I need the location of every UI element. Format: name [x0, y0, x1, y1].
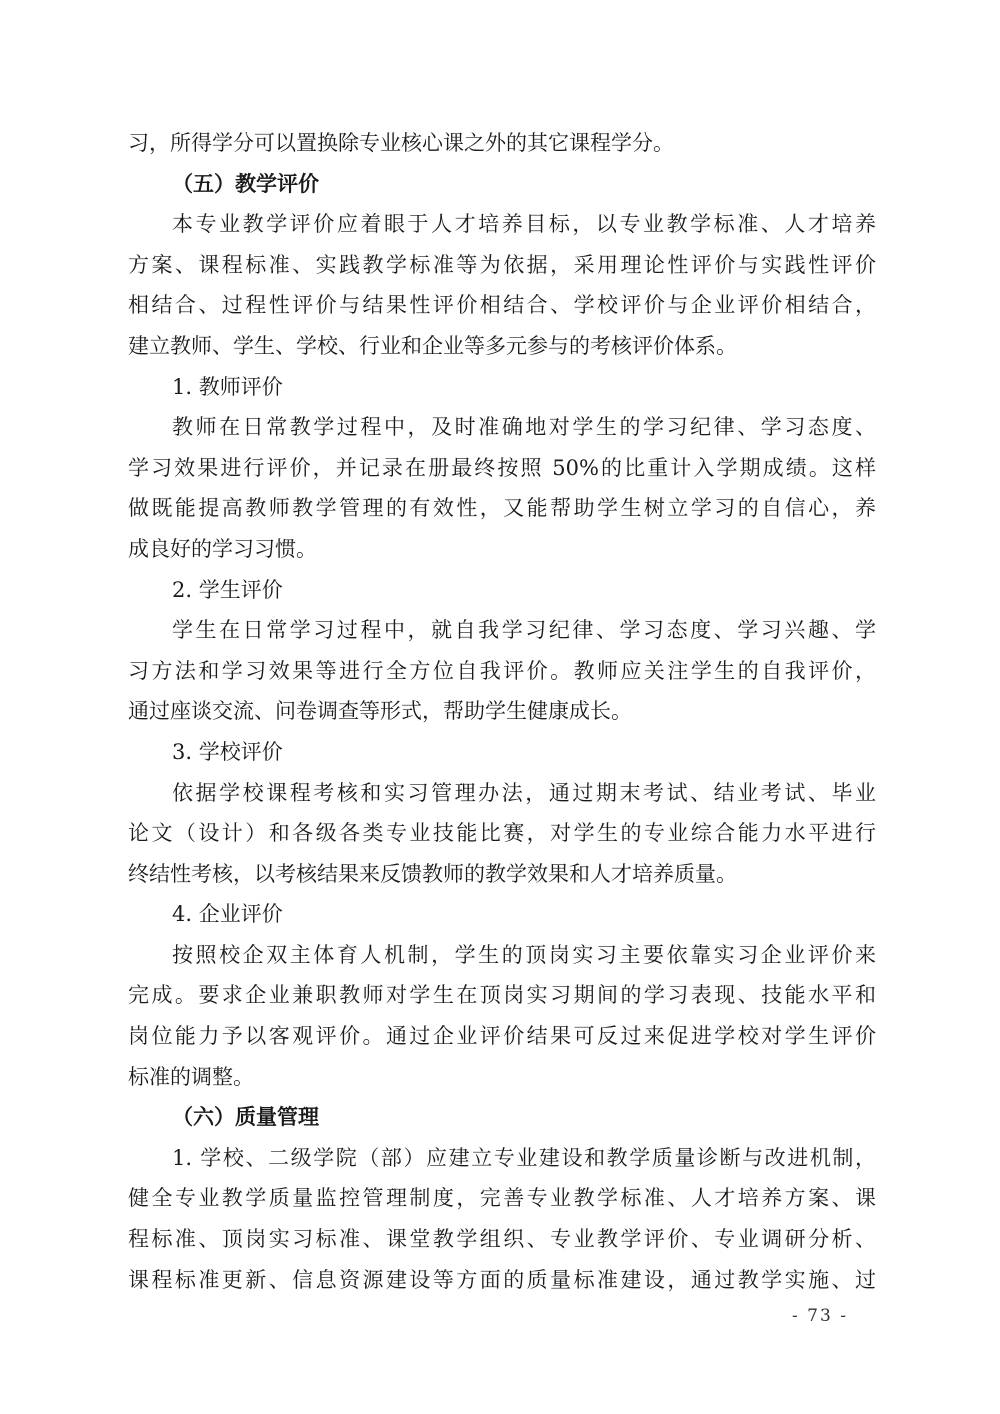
paragraph-line: 习，所得学分可以置换除专业核心课之外的其它课程学分。 — [128, 131, 674, 155]
paragraph-line: 论文（设计）和各级各类专业技能比赛，对学生的专业综合能力水平进行 — [128, 821, 876, 846]
paragraph-line: 方案、课程标准、实践教学标准等为依据，采用理论性评价与实践性评价 — [128, 252, 876, 277]
subsection-heading: 4. 企业评价 — [172, 902, 283, 927]
paragraph-line: 相结合、过程性评价与结果性评价相结合、学校评价与企业评价相结合， — [128, 293, 876, 318]
paragraph-line: 标准的调整。 — [128, 1064, 254, 1089]
paragraph-line: 按照校企双主体育人机制，学生的顶岗实习主要依靠实习企业评价来 — [172, 942, 876, 967]
document-body — [128, 123, 876, 1300]
paragraph-line: 终结性考核，以考核结果来反馈教师的教学效果和人才培养质量。 — [128, 861, 737, 886]
paragraph-line: 健全专业教学质量监控管理制度，完善专业教学标准、人才培养方案、课 — [128, 1186, 876, 1211]
paragraph-line: 成良好的学习习惯。 — [128, 536, 317, 561]
paragraph-line: 程标准、顶岗实习标准、课堂教学组织、专业教学评价、专业调研分析、 — [128, 1227, 876, 1252]
section-heading: （五）教学评价 — [172, 171, 319, 196]
paragraph-line: 岗位能力予以客观评价。通过企业评价结果可反过来促进学校对学生评价 — [128, 1024, 876, 1049]
paragraph-line: 习方法和学习效果等进行全方位自我评价。教师应关注学生的自我评价， — [128, 658, 876, 683]
paragraph-line: 通过座谈交流、问卷调查等形式，帮助学生健康成长。 — [128, 699, 632, 724]
paragraph-line: 学习效果进行评价，并记录在册最终按照 50%的比重计入学期成绩。这样 — [128, 455, 876, 480]
section-heading: （六）质量管理 — [172, 1105, 319, 1130]
paragraph-line: 依据学校课程考核和实习管理办法，通过期末考试、结业考试、毕业 — [172, 780, 876, 805]
paragraph-line: 课程标准更新、信息资源建设等方面的质量标准建设，通过教学实施、过 — [128, 1267, 876, 1292]
page-number: - 73 - — [792, 1306, 848, 1326]
subsection-heading: 2. 学生评价 — [172, 577, 283, 602]
paragraph-line: 学生在日常学习过程中，就自我学习纪律、学习态度、学习兴趣、学 — [172, 618, 876, 643]
paragraph-line: 做既能提高教师教学管理的有效性，又能帮助学生树立学习的自信心，养 — [128, 496, 876, 521]
paragraph-line: 建立教师、学生、学校、行业和企业等多元参与的考核评价体系。 — [128, 333, 737, 358]
paragraph-line: 本专业教学评价应着眼于人才培养目标，以专业教学标准、人才培养 — [172, 212, 876, 237]
paragraph-line: 1. 学校、二级学院（部）应建立专业建设和教学质量诊断与改进机制， — [172, 1145, 876, 1170]
subsection-heading: 3. 学校评价 — [172, 739, 283, 764]
paragraph-line: 完成。要求企业兼职教师对学生在顶岗实习期间的学习表现、技能水平和 — [128, 983, 876, 1008]
paragraph-line: 教师在日常教学过程中，及时准确地对学生的学习纪律、学习态度、 — [172, 415, 876, 440]
subsection-heading: 1. 教师评价 — [172, 374, 283, 399]
